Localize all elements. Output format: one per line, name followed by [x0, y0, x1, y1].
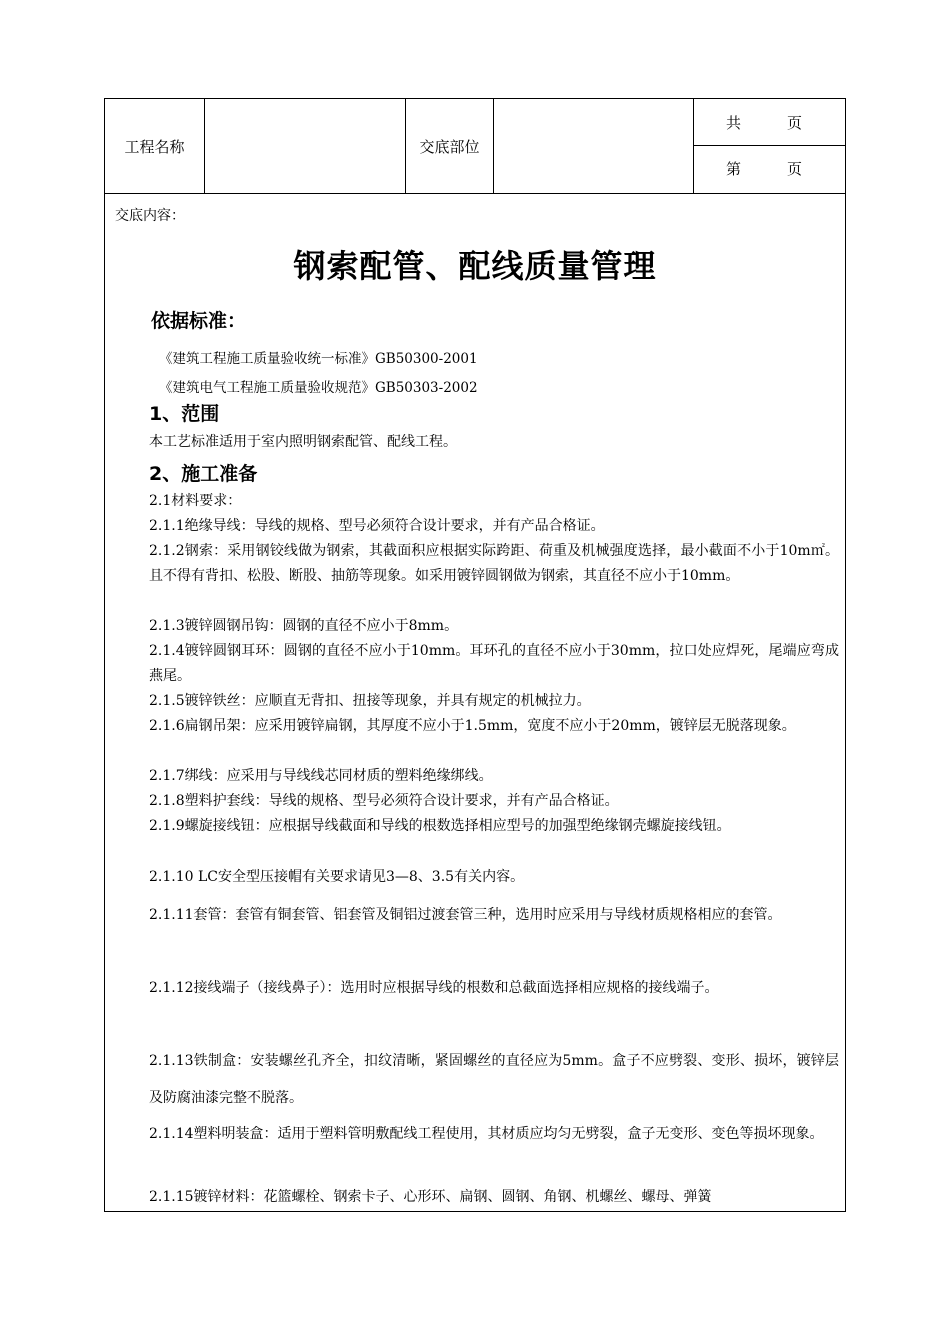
basis-heading: 依据标准： [151, 310, 247, 332]
document-title: 钢索配管、配线质量管理 [293, 247, 657, 285]
paragraph: 2.1.10 LC安全型压接帽有关要求请见3—8、3.5有关内容。 [149, 869, 525, 885]
paragraph: 2.1.2钢索：采用钢铰线做为钢索，其截面积应根据实际跨距、荷重及机械强度选择，最小截面不小于10m㎡。且不得有背扣、松股、断股、抽筋等现象。如采用镀锌圆钢做为钢索，其直径不应小于10mm。 [149, 543, 839, 584]
standard-item: 《建筑电气工程施工质量验收规范》GB50303-2002 [159, 380, 478, 396]
paragraph: 2.1.5镀锌铁丝：应顺直无背扣、扭接等现象，并具有规定的机械拉力。 [149, 693, 591, 709]
paragraph: 2.1.12接线端子（接线鼻子）：选用时应根据导线的根数和总截面选择相应规格的接线端子。 [149, 980, 719, 996]
paragraph: 2.1材料要求： [149, 493, 242, 509]
paragraph: 2.1.14塑料明装盒：适用于塑料管明敷配线工程使用，其材质应均匀无劈裂，盒子无变形、变色等损坏现象。 [149, 1126, 824, 1142]
paragraph: 2.1.1绝缘导线：导线的规格、型号必须符合设计要求，并有产品合格证。 [149, 518, 605, 534]
paragraph: 2.1.13铁制盒：安装螺丝孔齐全，扣纹清晰，紧固螺丝的直径应为5mm。盒子不应劈裂、变形、损坏，镀锌层及防腐油漆完整不脱落。 [149, 1053, 839, 1106]
section-1-heading: 1、范围 [149, 403, 220, 425]
disclosure-sheet [104, 98, 846, 1212]
paragraph: 2.1.8塑料护套线：导线的规格、型号必须符合设计要求，并有产品合格证。 [149, 793, 619, 809]
project-name-label: 工程名称 [105, 99, 205, 193]
page-count-cell [694, 99, 845, 193]
content-label: 交底内容： [115, 208, 185, 224]
header-table [105, 99, 845, 194]
paragraph: 2.1.9螺旋接线钮：应根据导线截面和导线的根数选择相应型号的加强型绝缘钢壳螺旋接线钮。 [149, 818, 731, 834]
paragraph: 2.1.4镀锌圆钢耳环：圆钢的直径不应小于10mm。耳环孔的直径不应小于30mm，拉口处应焊死，尾端应弯成燕尾。 [149, 643, 839, 684]
page-number-row: 第 页 [694, 145, 845, 191]
location-field[interactable] [494, 99, 694, 193]
project-name-field[interactable] [205, 99, 406, 193]
standard-item: 《建筑工程施工质量验收统一标准》GB50300-2001 [159, 351, 478, 367]
section-1-text: 本工艺标准适用于室内照明钢索配管、配线工程。 [149, 434, 457, 450]
paragraph: 2.1.11套管：套管有铜套管、铝套管及铜铝过渡套管三种，选用时应采用与导线材质规格相应的套管。 [149, 907, 782, 923]
paragraph: 2.1.3镀锌圆钢吊钩：圆钢的直径不应小于8mm。 [149, 618, 459, 634]
section-2-heading: 2、施工准备 [149, 463, 258, 485]
paragraph: 2.1.6扁钢吊架：应采用镀锌扁钢，其厚度不应小于1.5mm，宽度不应小于20mm，镀锌层无脱落现象。 [149, 718, 796, 734]
location-label: 交底部位 [406, 99, 494, 193]
paragraph: 2.1.7绑线：应采用与导线线芯同材质的塑料绝缘绑线。 [149, 768, 493, 784]
total-pages-row: 共 页 [726, 113, 803, 132]
paragraph: 2.1.15镀锌材料：花篮螺栓、钢索卡子、心形环、扁钢、圆钢、角钢、机螺丝、螺母、弹簧 [149, 1189, 712, 1205]
